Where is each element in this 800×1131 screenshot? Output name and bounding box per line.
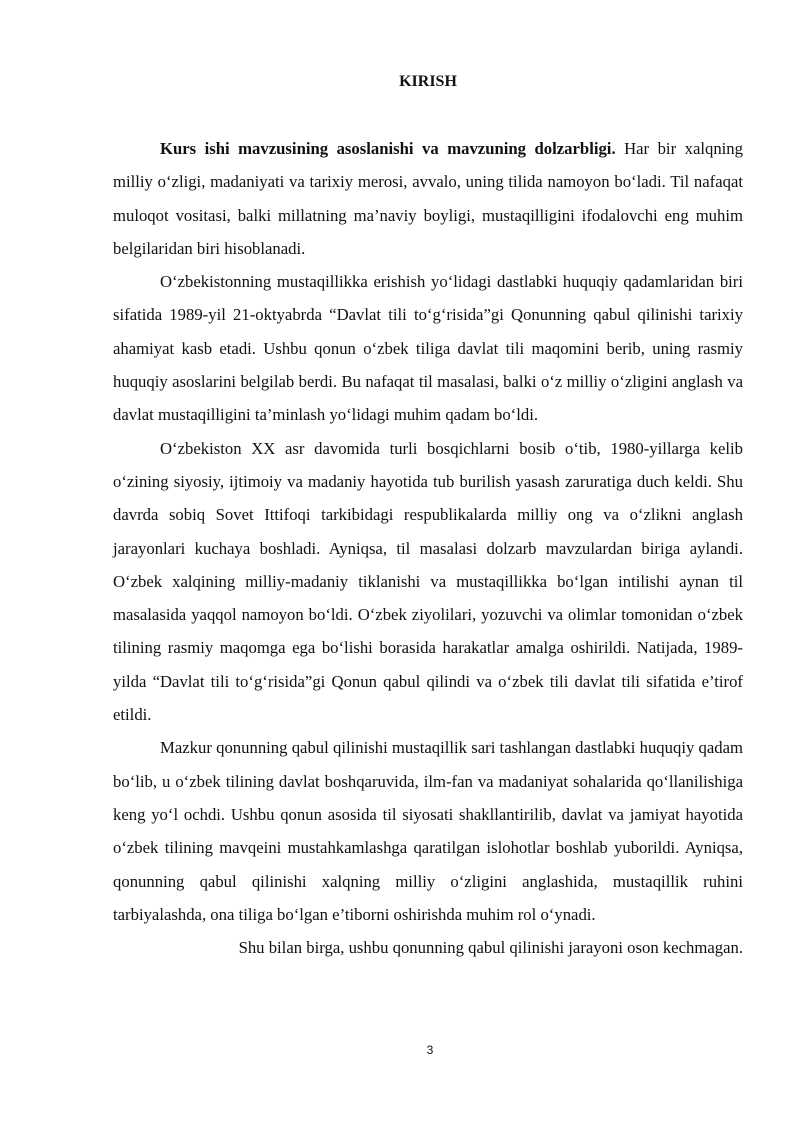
section-heading: KIRISH (399, 73, 457, 90)
paragraph-5: Shu bilan birga, ushbu qonunning qabul qilinishi jarayoni oson kechmagan. (238, 938, 743, 958)
paragraph-lead: Kurs ishi mavzusining asoslanishi va mavzuning dolzarbligi. (160, 139, 616, 158)
paragraph-body: Har bir xalqning milliy o‘zligi, madaniyati va tarixiy merosi, avvalo, uning tilida namoyon bo‘ladi. Til nafaqat muloqot vositasi, balki millatning ma’naviy boyligi, mustaqilligini ifodalovchi eng muhim belgilaridan biri hisoblanadi. (113, 139, 743, 258)
paragraph-1 (113, 132, 743, 265)
paragraph-2: O‘zbekistonning mustaqillikka erishish yo‘lidagi dastlabki huquqiy qadamlaridan biri sifatida 1989-yil 21-oktyabrda “Davlat tili to‘g‘risida”gi Qonunning qabul qilinishi tarixiy ahamiyat kasb etadi. Ushbu qonun o‘zbek tiliga davlat tili maqomini berib, uning rasmiy huquqiy asoslarini belgilab berdi. Bu nafaqat til masalasi, balki o‘z milliy o‘zligini anglash va davlat mustaqilligini ta’minlash yo‘lidagi muhim qadam bo‘ldi. (113, 272, 743, 425)
page-number: 3 (426, 1043, 434, 1057)
paragraph-3: O‘zbekiston XX asr davomida turli bosqichlarni bosib o‘tib, 1980-yillarga kelib o‘zining siyosiy, ijtimoiy va madaniy hayotida tub burilish yasash zaruratiga duch keldi. Shu davrda sobiq Sovet Ittifoqi tarkibidagi respublikalarda milliy ong va o‘zlikni anglash jarayonlari kuchaya boshladi. Ayniqsa, til masalasi dolzarb mavzulardan biriga aylandi. O‘zbek xalqining milliy-madaniy tiklanishi va mustaqillikka bo‘lgan intilishi aynan til masalasida yaqqol namoyon bo‘ldi. O‘zbek ziyolilari, yozuvchi va olimlar tomonidan o‘zbek tilining rasmiy maqomga ega bo‘lishi borasida harakatlar amalga oshirildi. Natijada, 1989-yilda “Davlat tili to‘g‘risida”gi Qonun qabul qilindi va o‘zbek tili davlat tili sifatida e’tirof etildi. (113, 438, 743, 725)
document-page (113, 72, 743, 964)
paragraph-4: Mazkur qonunning qabul qilinishi mustaqillik sari tashlangan dastlabki huquqiy qadam bo‘lib, u o‘zbek tilining davlat boshqaruvida, ilm-fan va madaniyat sohalarida qo‘llanilishiga keng yo‘l ochdi. Ushbu qonun asosida til siyosati shakllantirilib, davlat va jamiyat hayotida o‘zbek tilining mavqeini mustahkamlashga qaratilgan islohotlar boshlab yuborildi. Ayniqsa, qonunning qabul qilinishi xalqning milliy o‘zligini anglashida, mustaqillik ruhini tarbiyalashda, ona tiliga bo‘lgan e’tiborni oshirishda muhim rol o‘ynadi. (113, 738, 743, 924)
